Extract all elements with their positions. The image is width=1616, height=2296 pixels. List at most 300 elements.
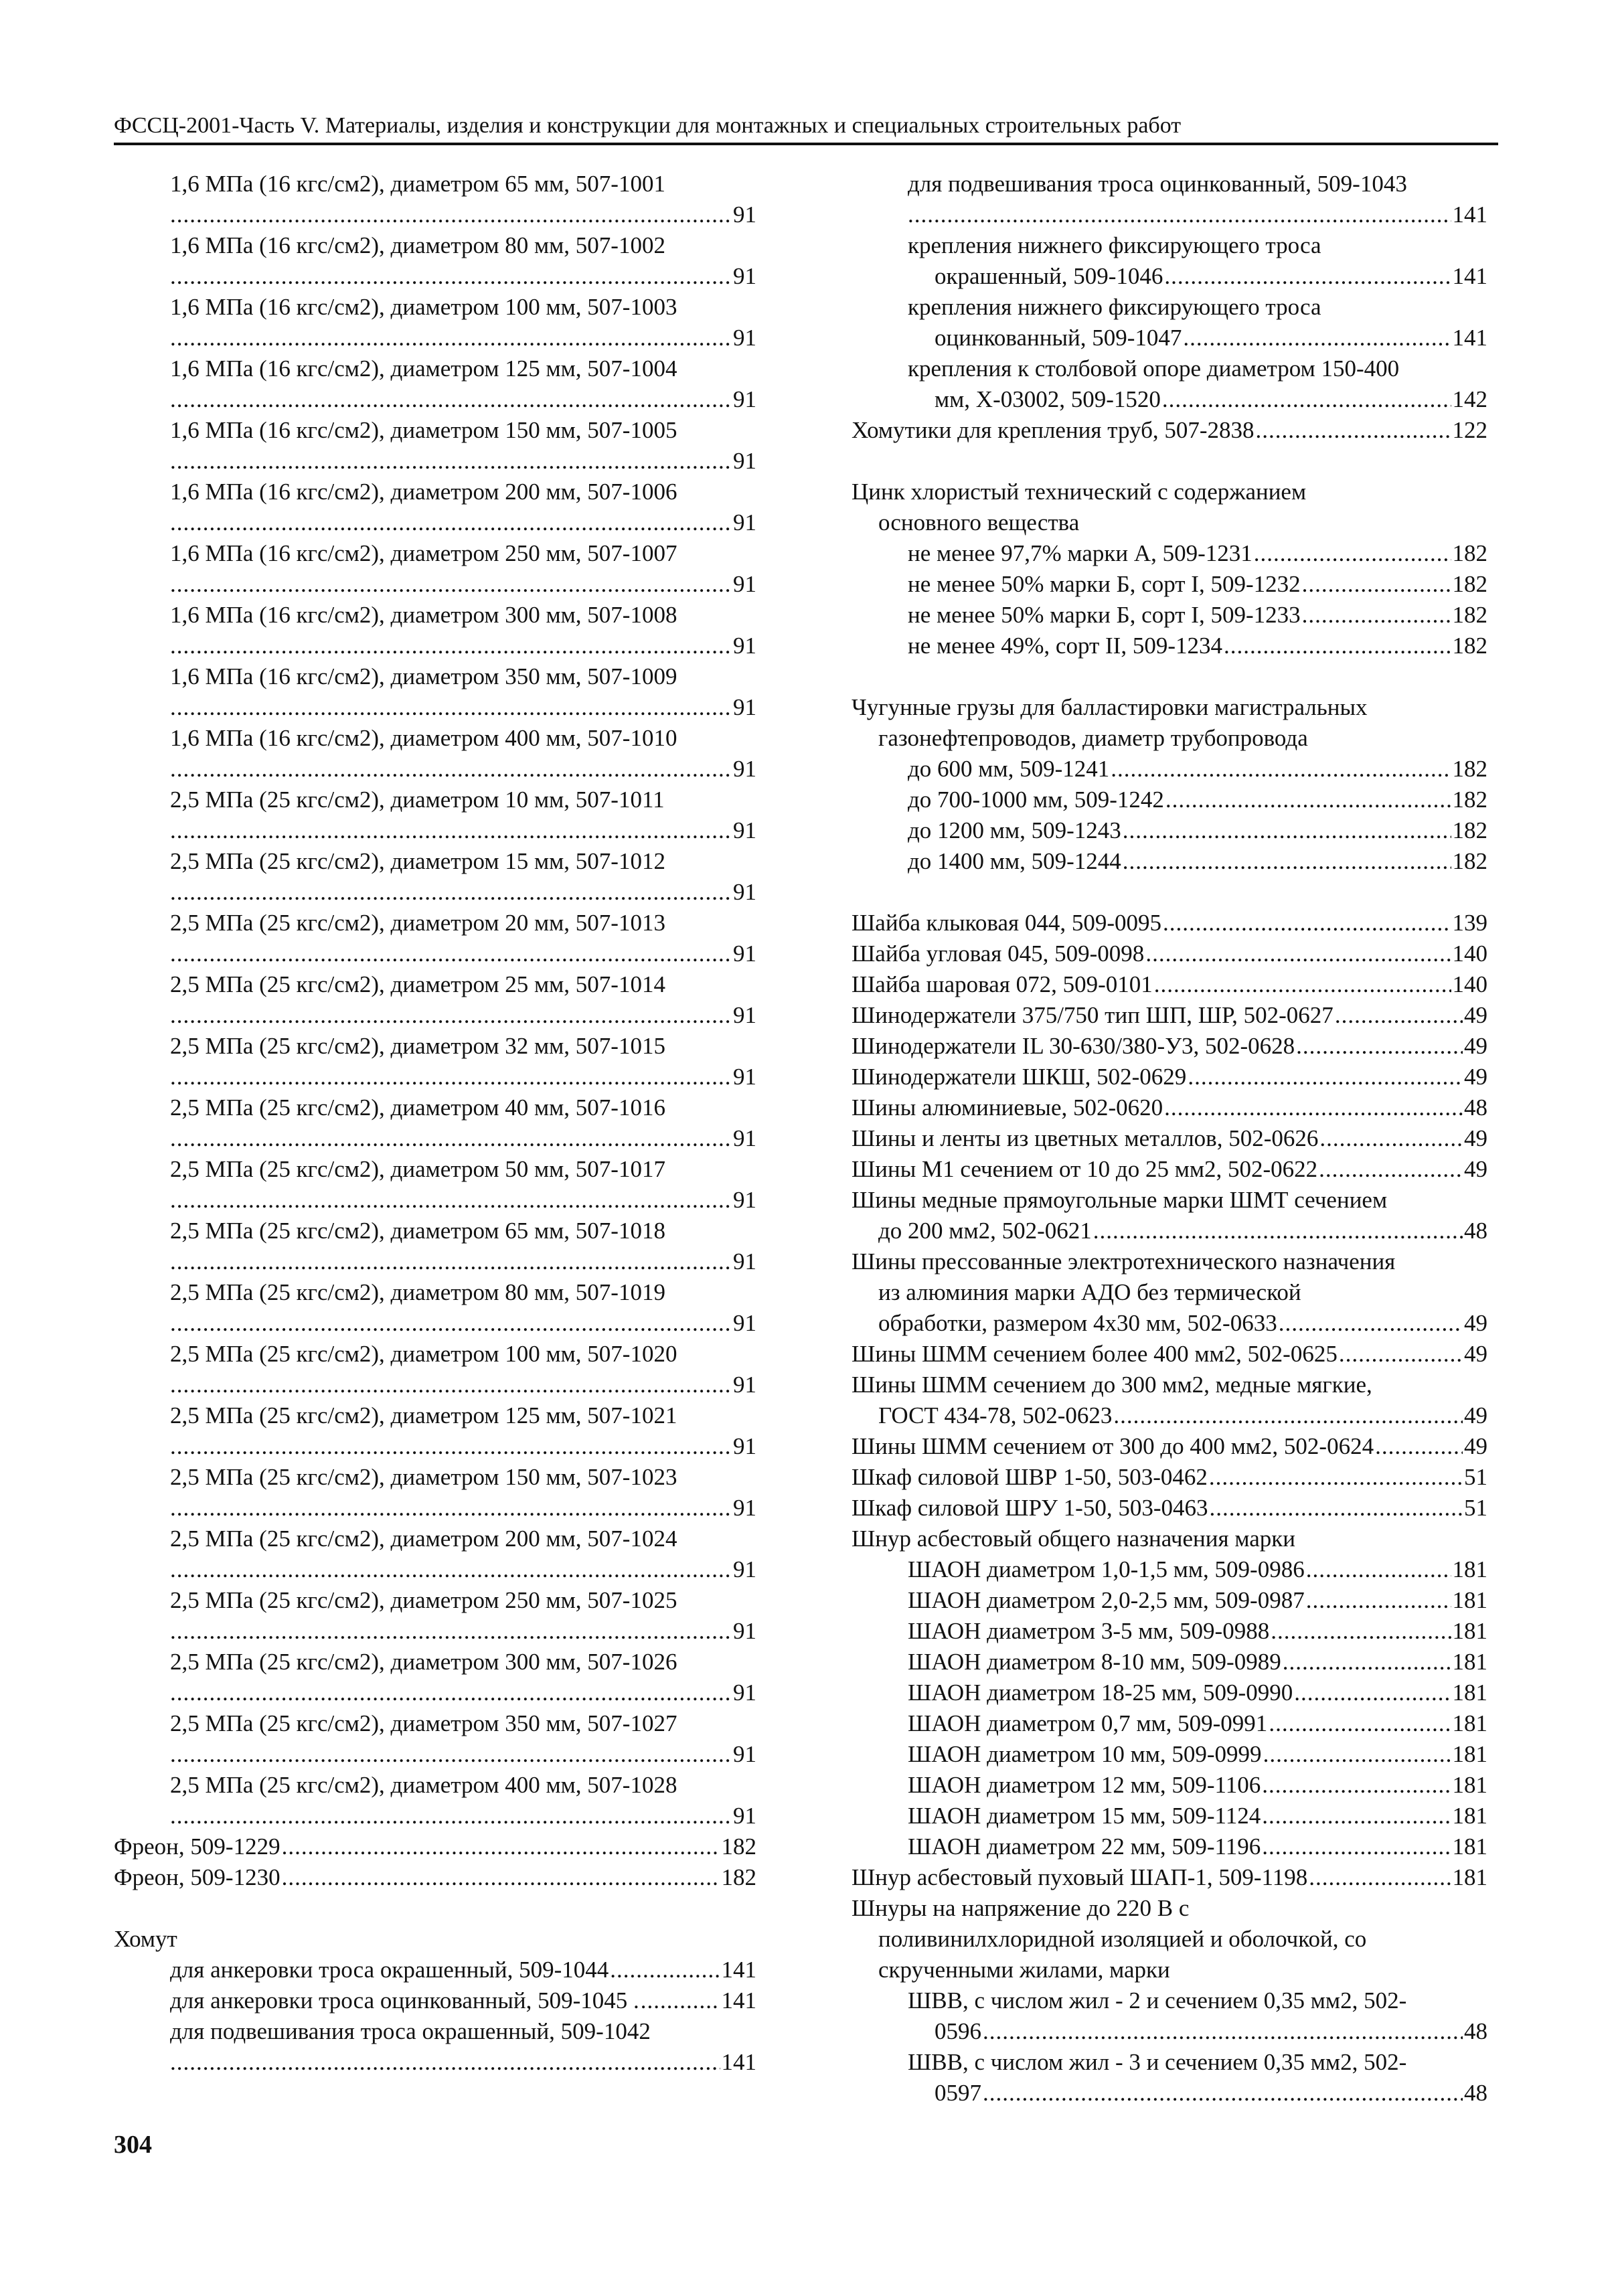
entry-text: Шины М1 сечением от 10 до 25 мм2, 502-0622 (852, 1156, 1318, 1182)
dot-leader (282, 1831, 720, 1862)
spacer (852, 661, 1487, 692)
entry-text: Шины и ленты из цветных металлов, 502-0626 (852, 1125, 1319, 1151)
page-ref: 141 (721, 1957, 756, 1983)
entry-text: 0596 (935, 2018, 981, 2044)
dot-leader (1093, 1216, 1463, 1246)
index-entry (852, 1308, 1487, 1339)
dot-leader (170, 815, 732, 846)
dot-leader (641, 1985, 720, 2016)
index-entry (114, 1985, 756, 2016)
dot-leader (170, 261, 732, 292)
index-entry (114, 785, 756, 846)
entry-text: крепления нижнего фиксирующего троса (908, 232, 1321, 258)
page-ref: 91 (733, 633, 756, 659)
entry-text: 1,6 МПа (16 кгс/см2), диаметром 100 мм, 507-1003 (170, 294, 677, 320)
dot-leader (1309, 1862, 1451, 1893)
page-ref: 140 (1452, 971, 1487, 997)
entry-text: 1,6 МПа (16 кгс/см2), диаметром 250 мм, 507-1007 (170, 540, 677, 566)
entry-text: 1,6 МПа (16 кгс/см2), диаметром 350 мм, 507-1009 (170, 663, 677, 689)
index-entry (852, 1400, 1487, 1431)
entry-text: Шины алюминиевые, 502-0620 (852, 1094, 1163, 1121)
page-ref: 49 (1464, 1433, 1487, 1459)
page-ref: 91 (733, 756, 756, 782)
dot-leader (1113, 1400, 1463, 1431)
index-entry (908, 323, 1487, 353)
index-entry (114, 1955, 756, 1985)
dot-leader (1254, 538, 1451, 569)
index-entry (908, 261, 1487, 292)
index-entry (114, 1216, 756, 1277)
entry-text: мм, X-03002, 509-1520 (935, 386, 1161, 412)
page-ref: 91 (733, 201, 756, 228)
dot-leader (170, 569, 732, 600)
page-ref: 49 (1464, 1341, 1487, 1367)
leader-line (170, 1739, 756, 1770)
entry-text: до 1200 мм, 509-1243 (908, 817, 1121, 843)
index-entry (852, 908, 1487, 938)
page-ref: 140 (1452, 940, 1487, 967)
leader-line (170, 1246, 756, 1277)
dot-leader (170, 199, 732, 230)
dot-leader (170, 1801, 732, 1831)
leader-line (170, 631, 756, 661)
page-ref: 91 (733, 1248, 756, 1275)
page-ref: 91 (733, 1125, 756, 1151)
leader-line (170, 1185, 756, 1216)
page-ref: 91 (733, 1679, 756, 1706)
page-ref: 49 (1464, 1125, 1487, 1151)
page-ref: 91 (733, 1618, 756, 1644)
entry-text: 2,5 МПа (25 кгс/см2), диаметром 32 мм, 507-1015 (170, 1033, 665, 1059)
index-entry (114, 1524, 756, 1585)
entry-text: 2,5 МПа (25 кгс/см2), диаметром 80 мм, 507-1019 (170, 1279, 665, 1305)
entry-text: 2,5 МПа (25 кгс/см2), диаметром 400 мм, 507-1028 (170, 1772, 677, 1798)
dot-leader (170, 507, 732, 538)
entry-text: Шинодержатели 375/750 тип ШП, ШР, 502-0627 (852, 1002, 1334, 1028)
dot-leader (610, 1955, 720, 1985)
right-column (852, 169, 1487, 2109)
page-ref: 48 (1464, 1218, 1487, 1244)
dot-leader (170, 1370, 732, 1400)
index-entry (852, 631, 1487, 661)
entry-text: крепления нижнего фиксирующего троса (908, 294, 1321, 320)
entry-text: крепления к столбовой опоре диаметром 150-400 (908, 355, 1400, 382)
index-entry (908, 2016, 1487, 2047)
entry-text: 2,5 МПа (25 кгс/см2), диаметром 125 мм, 507-1021 (170, 1402, 677, 1428)
page-ref: 182 (721, 1864, 756, 1890)
page-ref: 141 (1452, 263, 1487, 289)
entry-text: ШАОН диаметром 3-5 мм, 509-0988 (908, 1618, 1270, 1644)
entry-text: 2,5 МПа (25 кгс/см2), диаметром 15 мм, 507-1012 (170, 848, 665, 874)
page-ref: 181 (1452, 1587, 1487, 1613)
page-ref: 139 (1452, 910, 1487, 936)
dot-leader (170, 1739, 732, 1770)
index-entry (114, 1708, 756, 1770)
page-ref: 181 (1452, 1710, 1487, 1736)
page-ref: 141 (721, 2049, 756, 2075)
leader-line (170, 1677, 756, 1708)
entry-text: для подвешивания троса окрашенный, 509-1042 (170, 2018, 651, 2044)
page-ref: 91 (733, 448, 756, 474)
index-entry (852, 353, 1487, 415)
page-ref: 91 (733, 1433, 756, 1459)
index-entry (114, 1585, 756, 1647)
index-entry (908, 2078, 1487, 2109)
entry-text: Шинодержатели IL 30-630/380-У3, 502-0628 (852, 1033, 1295, 1059)
index-entry (852, 1062, 1487, 1092)
dot-leader (1269, 1708, 1451, 1739)
index-entry (852, 1246, 1487, 1339)
dot-leader (1335, 1000, 1463, 1031)
page-ref: 142 (1452, 386, 1487, 412)
dot-leader (1283, 1647, 1451, 1677)
entry-text: 2,5 МПа (25 кгс/см2), диаметром 350 мм, 507-1027 (170, 1710, 677, 1736)
page-ref: 182 (1452, 633, 1487, 659)
index-entry (852, 415, 1487, 446)
index-entry (852, 230, 1487, 292)
index-entry (114, 538, 756, 600)
index-entry (852, 169, 1487, 230)
index-entry (852, 1677, 1487, 1708)
entry-text: Шины ШММ сечением более 400 мм2, 502-0625 (852, 1341, 1338, 1367)
page-ref: 49 (1464, 1064, 1487, 1090)
dot-leader (170, 1062, 732, 1092)
index-entry (114, 415, 756, 477)
leader-line (170, 261, 756, 292)
entry-text: Хомутики для крепления труб, 507-2838 (852, 417, 1255, 443)
entry-text: обработки, размером 4х30 мм, 502-0633 (878, 1310, 1277, 1336)
entry-text: не менее 97,7% марки А, 509-1231 (908, 540, 1253, 566)
page-ref: 182 (1452, 817, 1487, 843)
dot-leader (983, 2078, 1463, 2109)
spacer (852, 877, 1487, 908)
index-heading: Шнур асбестовый общего назначения марки (852, 1526, 1296, 1552)
index-entry (114, 1339, 756, 1400)
entry-text: 2,5 МПа (25 кгс/см2), диаметром 150 мм, 507-1023 (170, 1464, 677, 1490)
entry-text: 2,5 МПа (25 кгс/см2), диаметром 200 мм, 507-1024 (170, 1526, 677, 1552)
page-ref: 51 (1464, 1464, 1487, 1490)
index-entry (114, 1770, 756, 1831)
entry-text: 2,5 МПа (25 кгс/см2), диаметром 50 мм, 507-1017 (170, 1156, 665, 1182)
dot-leader (1224, 631, 1451, 661)
left-column (114, 169, 756, 2078)
index-entry (114, 1031, 756, 1092)
leader-line (170, 384, 756, 415)
index-heading: Шнуры на напряжение до 220 В с (852, 1895, 1190, 1921)
dot-leader (908, 199, 1451, 230)
leader-line (908, 199, 1487, 230)
entry-text: ШВВ, с числом жил - 3 и сечением 0,35 мм2, 502- (908, 2049, 1407, 2075)
leader-line (170, 1431, 756, 1462)
entry-text: для анкеровки троса окрашенный, 509-1044 (170, 1957, 609, 1983)
page-ref: 91 (733, 1372, 756, 1398)
page-ref: 91 (733, 817, 756, 843)
entry-text: ШАОН диаметром 2,0-2,5 мм, 509-0987 (908, 1587, 1305, 1613)
dot-leader (1256, 415, 1451, 446)
page-ref: 141 (721, 1987, 756, 2014)
dot-leader (170, 1677, 732, 1708)
page-ref: 141 (1452, 325, 1487, 351)
leader-line (170, 1493, 756, 1524)
dot-leader (1123, 815, 1451, 846)
entry-text: ШАОН диаметром 1,0-1,5 мм, 509-0986 (908, 1556, 1305, 1582)
page-ref: 91 (733, 879, 756, 905)
page-ref: 91 (733, 1064, 756, 1090)
index-entry (852, 1647, 1487, 1677)
index-heading: скрученными жилами, марки (878, 1957, 1170, 1983)
index-entry (852, 600, 1487, 631)
entry-text: 0597 (935, 2080, 981, 2106)
entry-text: 2,5 МПа (25 кгс/см2), диаметром 40 мм, 507-1016 (170, 1094, 665, 1121)
entry-text: для анкеровки троса оцинкованный, 509-1045 . (170, 1987, 639, 2014)
dot-leader (1279, 1308, 1463, 1339)
dot-leader (170, 631, 732, 661)
leader-line (170, 446, 756, 477)
dot-leader (170, 1616, 732, 1647)
dot-leader (1210, 1493, 1463, 1524)
index-entry (852, 1462, 1487, 1493)
leader-line (170, 507, 756, 538)
entry-text: из алюминия марки АДО без термической (878, 1279, 1301, 1305)
leader-line (170, 877, 756, 908)
entry-text: оцинкованный, 509-1047 (935, 325, 1182, 351)
dot-leader (170, 1431, 732, 1462)
entry-text: ШАОН диаметром 18-25 мм, 509-0990 (908, 1679, 1293, 1706)
entry-text: 1,6 МПа (16 кгс/см2), диаметром 150 мм, 507-1005 (170, 417, 677, 443)
entry-text: 2,5 МПа (25 кгс/см2), диаметром 65 мм, 507-1018 (170, 1218, 665, 1244)
index-entry (852, 1585, 1487, 1616)
index-entry (114, 169, 756, 230)
dot-leader (983, 2016, 1463, 2047)
index-entry (852, 785, 1487, 815)
page-ref: 182 (1452, 756, 1487, 782)
page-ref: 182 (721, 1833, 756, 1860)
header-rule (114, 143, 1498, 145)
page-ref: 91 (733, 509, 756, 536)
entry-text: 2,5 МПа (25 кгс/см2), диаметром 10 мм, 507-1011 (170, 787, 665, 813)
index-heading: Хомут (114, 1926, 177, 1952)
index-entry (852, 1154, 1487, 1185)
page-ref: 91 (733, 1556, 756, 1582)
index-entry (852, 1708, 1487, 1739)
page-ref: 182 (1452, 571, 1487, 597)
index-entry (852, 1431, 1487, 1462)
index-entry (114, 1400, 756, 1462)
spacer (114, 1893, 756, 1924)
index-entry (114, 1647, 756, 1708)
index-entry (852, 2047, 1487, 2109)
index-entry (852, 1739, 1487, 1770)
page-ref: 181 (1452, 1618, 1487, 1644)
dot-leader (1294, 1677, 1451, 1708)
entry-text: до 1400 мм, 509-1244 (908, 848, 1121, 874)
index-entry (852, 1370, 1487, 1431)
index-heading: газонефтепроводов, диаметр трубопровода (878, 725, 1308, 751)
entry-text: ШАОН диаметром 15 мм, 509-1124 (908, 1803, 1261, 1829)
dot-leader (1145, 938, 1451, 969)
page-ref: 91 (733, 1002, 756, 1028)
page-ref: 181 (1452, 1741, 1487, 1767)
index-entry (852, 1616, 1487, 1647)
index-entry (114, 2016, 756, 2078)
page-ref: 181 (1452, 1803, 1487, 1829)
leader-line (170, 1370, 756, 1400)
entry-text: Фреон, 509-1230 (114, 1864, 280, 1890)
entry-text: Шкаф силовой ШРУ 1-50, 503-0463 (852, 1495, 1208, 1521)
entry-text: 1,6 МПа (16 кгс/см2), диаметром 300 мм, 507-1008 (170, 602, 677, 628)
index-entry (114, 1462, 756, 1524)
entry-text: не менее 49%, сорт II, 509-1234 (908, 633, 1222, 659)
index-entry (852, 1554, 1487, 1585)
index-heading: Цинк хлористый технический с содержанием (852, 479, 1307, 505)
index-entry (114, 1154, 756, 1216)
dot-leader (170, 692, 732, 723)
entry-text: 2,5 МПа (25 кгс/см2), диаметром 20 мм, 507-1013 (170, 910, 665, 936)
dot-leader (1164, 1092, 1463, 1123)
dot-leader (170, 384, 732, 415)
index-entry (114, 969, 756, 1031)
entry-text: ШАОН диаметром 0,7 мм, 509-0991 (908, 1710, 1268, 1736)
entry-text: ШАОН диаметром 12 мм, 509-1106 (908, 1772, 1261, 1798)
dot-leader (170, 323, 732, 353)
entry-text: ШАОН диаметром 8-10 мм, 509-0989 (908, 1649, 1281, 1675)
page-ref: 181 (1452, 1772, 1487, 1798)
leader-line (170, 323, 756, 353)
dot-leader (1183, 323, 1451, 353)
dot-leader (1154, 969, 1451, 1000)
page-ref: 48 (1464, 2018, 1487, 2044)
index-heading: основного вещества (878, 509, 1080, 536)
dot-leader (1306, 1554, 1451, 1585)
entry-text: Шины ШММ сечением от 300 до 400 мм2, 502-0624 (852, 1433, 1374, 1459)
entry-text: окрашенный, 509-1046 (935, 263, 1163, 289)
entry-text: до 700-1000 мм, 509-1242 (908, 787, 1164, 813)
index-entry (114, 1092, 756, 1154)
entry-text: ШАОН диаметром 10 мм, 509-0999 (908, 1741, 1262, 1767)
spacer (852, 446, 1487, 477)
leader-line (170, 1308, 756, 1339)
page-ref: 49 (1464, 1033, 1487, 1059)
dot-leader (1302, 569, 1451, 600)
page-ref: 49 (1464, 1310, 1487, 1336)
leader-line (170, 1616, 756, 1647)
dot-leader (170, 754, 732, 785)
dot-leader (1209, 1462, 1463, 1493)
page-ref: 91 (733, 1310, 756, 1336)
page-ref: 91 (733, 1495, 756, 1521)
index-entry (852, 1185, 1487, 1246)
entry-text: 1,6 МПа (16 кгс/см2), диаметром 200 мм, 507-1006 (170, 479, 677, 505)
entry-text: Шайба угловая 045, 509-0098 (852, 940, 1145, 967)
dot-leader (1164, 261, 1451, 292)
dot-leader (1262, 1770, 1451, 1801)
page-ref: 49 (1464, 1002, 1487, 1028)
index-entry (852, 538, 1487, 569)
page-ref: 181 (1452, 1833, 1487, 1860)
index-entry (852, 1031, 1487, 1062)
page-ref: 141 (1452, 201, 1487, 228)
dot-leader (1319, 1154, 1463, 1185)
page-ref: 182 (1452, 848, 1487, 874)
entry-text: не менее 50% марки Б, сорт I, 509-1232 (908, 571, 1301, 597)
leader-line (170, 692, 756, 723)
entry-text: 1,6 МПа (16 кгс/см2), диаметром 125 мм, 507-1004 (170, 355, 677, 382)
index-entry (114, 908, 756, 969)
dot-leader (1302, 600, 1451, 631)
entry-text: 1,6 МПа (16 кгс/см2), диаметром 400 мм, 507-1010 (170, 725, 677, 751)
dot-leader (170, 1246, 732, 1277)
index-entry (852, 1339, 1487, 1370)
index-entry (114, 661, 756, 723)
page-ref: 49 (1464, 1402, 1487, 1428)
entry-text: Шнур асбестовый пуховый ШАП-1, 509-1198 (852, 1864, 1308, 1890)
leader-line (170, 1062, 756, 1092)
index-entry (852, 1770, 1487, 1801)
dot-leader (170, 1000, 732, 1031)
index-entry (114, 230, 756, 292)
page-header: ФССЦ-2001-Часть V. Материалы, изделия и конструкции для монтажных и специальных строительных работ (114, 113, 1182, 138)
leader-line (170, 938, 756, 969)
dot-leader (1263, 1739, 1451, 1770)
index-entry (852, 1123, 1487, 1154)
entry-text: ШВВ, с числом жил - 2 и сечением 0,35 мм2, 502- (908, 1987, 1407, 2014)
dot-leader (1163, 908, 1451, 938)
page-ref: 182 (1452, 602, 1487, 628)
index-heading: поливинилхлоридной изоляцией и оболочкой, со (878, 1926, 1367, 1952)
index-entry (852, 1862, 1487, 1893)
leader-line (170, 569, 756, 600)
index-entry (852, 1216, 1487, 1246)
index-entry (114, 292, 756, 353)
entry-text: не менее 50% марки Б, сорт I, 509-1233 (908, 602, 1301, 628)
dot-leader (170, 2047, 720, 2078)
index-heading: Чугунные грузы для балластировки магистральных (852, 694, 1368, 720)
dot-leader (1306, 1585, 1451, 1616)
dot-leader (282, 1862, 720, 1893)
page-ref: 91 (733, 1803, 756, 1829)
page-ref: 91 (733, 571, 756, 597)
page-ref: 181 (1452, 1556, 1487, 1582)
dot-leader (170, 1308, 732, 1339)
dot-leader (170, 938, 732, 969)
dot-leader (1319, 1123, 1463, 1154)
dot-leader (1262, 1831, 1451, 1862)
entry-text: Шины прессованные электротехнического назначения (852, 1248, 1396, 1275)
entry-text: ШАОН диаметром 22 мм, 509-1196 (908, 1833, 1261, 1860)
index-entry (852, 1493, 1487, 1524)
entry-text: Шайба шаровая 072, 509-0101 (852, 971, 1153, 997)
dot-leader (170, 877, 732, 908)
dot-leader (1123, 846, 1451, 877)
index-entry (852, 1000, 1487, 1031)
entry-text: Шкаф силовой ШВР 1-50, 503-0462 (852, 1464, 1208, 1490)
entry-text: до 200 мм2, 502-0621 (878, 1218, 1092, 1244)
dot-leader (1271, 1616, 1451, 1647)
dot-leader (170, 1554, 732, 1585)
entry-text: Шины ШММ сечением до 300 мм2, медные мягкие, (852, 1372, 1372, 1398)
index-entry (852, 938, 1487, 969)
leader-line (170, 1123, 756, 1154)
dot-leader (1339, 1339, 1463, 1370)
dot-leader (1111, 754, 1451, 785)
entry-text: 2,5 МПа (25 кгс/см2), диаметром 25 мм, 507-1014 (170, 971, 665, 997)
leader-line (170, 1000, 756, 1031)
leader-line (170, 1554, 756, 1585)
leader-line (170, 1801, 756, 1831)
entry-text: до 600 мм, 509-1241 (908, 756, 1110, 782)
page-ref: 181 (1452, 1649, 1487, 1675)
dot-leader (170, 446, 732, 477)
